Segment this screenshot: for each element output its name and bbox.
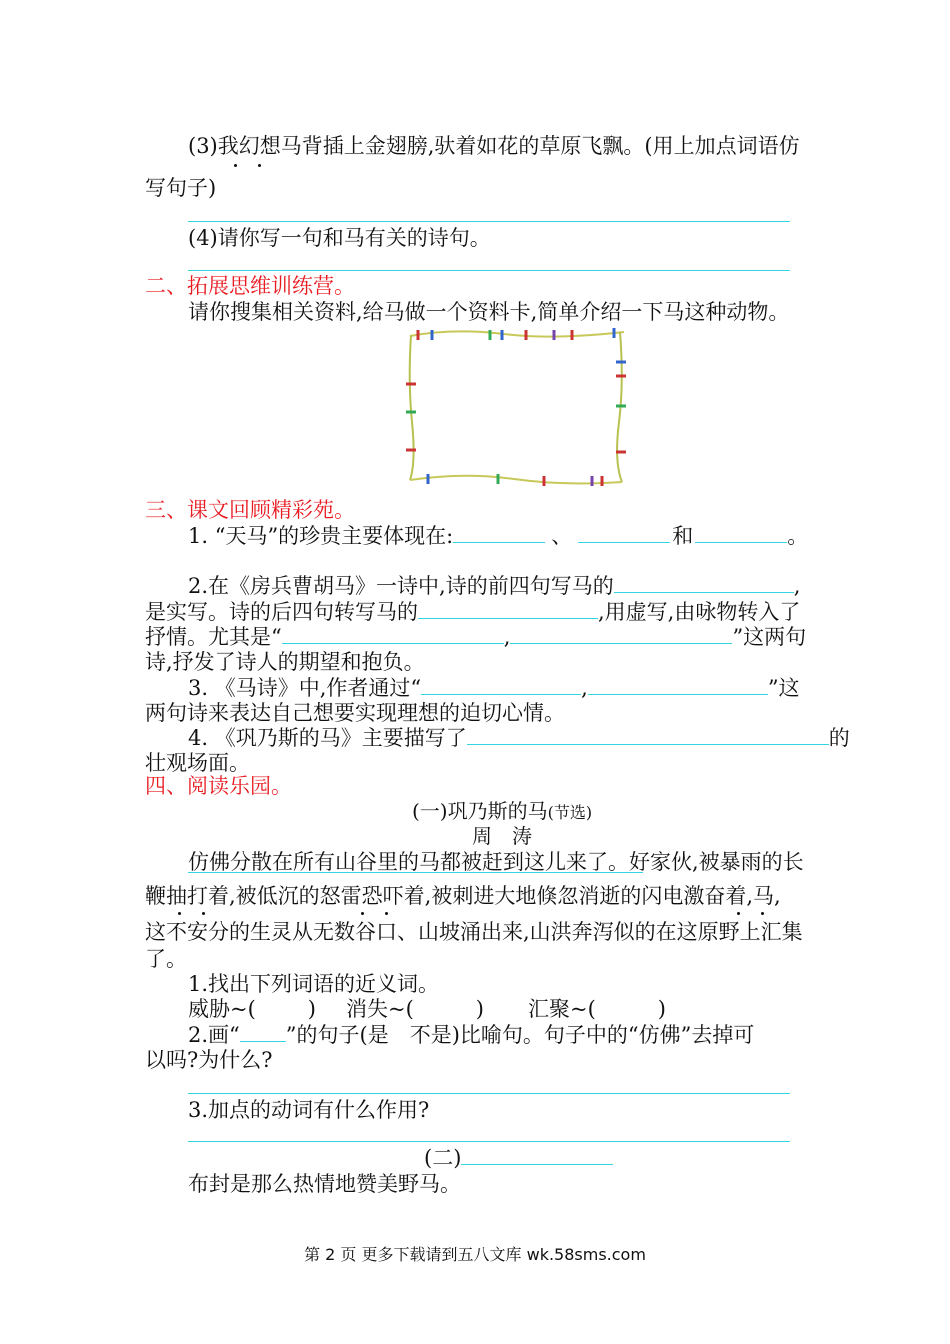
answer-blank[interactable] [614,572,794,593]
passage-1-author: 周 涛 [472,824,532,848]
synonym-close: ) [657,997,666,1021]
section-3-question-4-line1 [188,724,850,752]
emphasis-dot [178,912,181,915]
answer-blank[interactable] [588,674,768,695]
answer-blank[interactable] [418,598,598,619]
section-3-heading: 三、课文回顾精彩苑。 [145,498,355,522]
section-4-heading: 四、阅读乐园。 [145,774,292,798]
answer-blank[interactable] [510,623,732,644]
emphasis-dot [385,912,388,915]
section-3-question-2-line3 [145,623,806,651]
section-3-question-2-line1 [188,572,800,600]
passage-paragraph-line: 了。 [145,947,187,971]
passage-paragraph-line: 鞭抽打着,被低沉的怒雷恐吓着,被刺进大地倏忽消逝的闪电激奋着,马, [145,884,781,908]
q2-text: 是实写。诗的后四句转写马的 [145,600,418,624]
q2-text: ”的句子(是 不是)比喻句。句子中的“仿佛”去掉可 [285,1023,755,1047]
comma: , [793,574,801,598]
q2-text: ,用虚写,由咏物转入了 [598,600,801,624]
answer-line[interactable] [188,270,790,271]
section-2-heading: 二、拓展思维训练营。 [145,274,355,298]
emphasis-dot [761,912,764,915]
emphasis-dot [258,164,261,167]
question-3-line1: (3)我幻想马背插上金翅膀,驮着如花的草原飞飘。(用上加点词语仿 [188,134,800,158]
q4-text: 4. 《巩乃斯的马》主要描写了 [188,726,467,750]
passage-2-text: 布封是那么热情地赞美野马。 [188,1172,461,1196]
question-3-line2: 写句子) [145,176,217,200]
q2-text: 2.画“ [188,1023,240,1047]
section-3-question-1 [188,522,808,550]
separator: 、 [551,524,573,548]
passage-2-title [424,1144,613,1172]
answer-line[interactable] [188,1141,790,1142]
q2-text: 2.在《房兵曹胡马》一诗中,诗的前四句写马的 [188,574,614,598]
section-3-question-2-line4: 诗,抒发了诗人的期望和抱负。 [145,650,425,674]
page-footer: 第 2 页 更多下载请到五八文库 wk.58sms.com [304,1245,646,1264]
answer-blank[interactable] [421,674,581,695]
passage-title-text: (二) [424,1146,462,1170]
section-3-question-3-line1 [188,674,800,702]
synonym-row [188,995,666,1023]
synonym-word: 威胁~( [188,997,256,1021]
q2-text: ”这两句 [732,625,807,649]
passage-title-note: (节选) [547,803,593,822]
q2-text: 抒情。尤其是“ [145,625,282,649]
q1-text: 1. “天马”的珍贵主要体现在: [188,524,454,548]
answer-blank[interactable] [453,522,545,543]
passage-title-text: (一)巩乃斯的马 [412,799,548,823]
q4-text: 的 [828,726,850,750]
section-3-question-4-line2: 壮观场面。 [145,751,250,775]
synonym-word: 消失~( [346,997,414,1021]
synonym-close: ) [307,997,316,1021]
reading-question-2-line1 [188,1021,754,1049]
period: 。 [787,524,809,548]
reading-question-2-line2: 以吗?为什么? [145,1048,273,1072]
answer-line[interactable] [188,221,790,222]
passage-paragraph-line: 仿佛分散在所有山谷里的马都被赶到这儿来了。好家伙,被暴雨的长 [188,850,804,874]
q3-text: 3. 《马诗》中,作者通过“ [188,676,422,700]
emphasis-dot [234,164,237,167]
answer-blank[interactable] [467,724,829,745]
passage-paragraph-line: 这不安分的生灵从无数谷口、山坡涌出来,山洪奔泻似的在这原野上汇集 [145,920,803,944]
emphasis-dot [361,912,364,915]
emphasis-dot [202,912,205,915]
conjunction: 和 [672,524,694,548]
comma: , [503,625,511,649]
answer-blank[interactable] [695,522,787,543]
underline-sample [240,1021,286,1042]
section-3-question-2-line2 [145,598,800,626]
answer-blank[interactable] [578,522,670,543]
answer-blank[interactable] [461,1144,613,1165]
answer-blank[interactable] [282,623,504,644]
question-4: (4)请你写一句和马有关的诗句。 [188,226,491,250]
answer-line[interactable] [188,1093,790,1094]
section-3-question-3-line2: 两句诗来表达自己想要实现理想的迫切心情。 [145,701,565,725]
section-2-instruction: 请你搜集相关资料,给马做一个资料卡,简单介绍一下马这种动物。 [188,300,790,324]
q3-text: ”这 [767,676,800,700]
reading-question-1: 1.找出下列词语的近义词。 [188,972,440,996]
clothesline-frame-image [404,322,630,492]
underlined-sentence-mark [188,872,643,873]
synonym-word: 汇聚~( [528,997,596,1021]
synonym-close: ) [475,997,484,1021]
emphasis-dot [737,912,740,915]
comma: , [581,676,588,700]
reading-question-3: 3.加点的动词有什么作用? [188,1098,430,1122]
